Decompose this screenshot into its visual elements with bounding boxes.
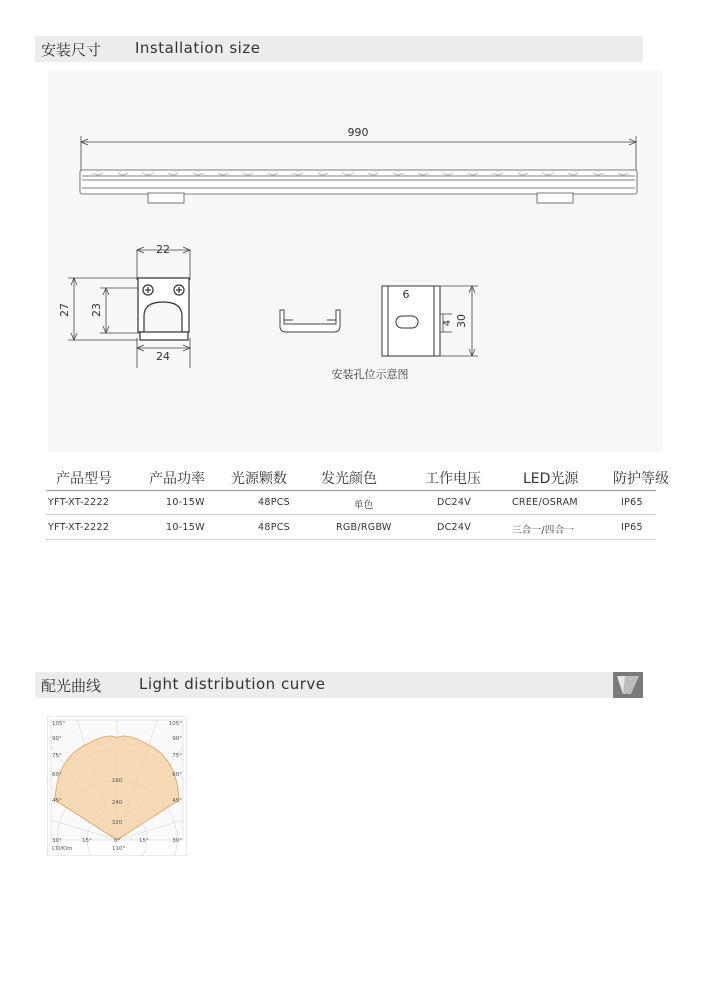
- section-title-cn: 安装尺寸: [41, 41, 102, 59]
- beam-angle-label: 110°: [112, 846, 126, 852]
- angle-label-right: 30°: [172, 838, 182, 844]
- angle-label-left: 30°: [52, 838, 62, 844]
- spec-table: [46, 466, 669, 540]
- cell-ip-rating: IP65: [621, 497, 643, 508]
- angle-label-right: 45°: [172, 798, 182, 804]
- base-dimension: 24: [156, 350, 170, 363]
- section-title-cn: 配光曲线: [41, 677, 102, 695]
- installation-drawing: [48, 70, 662, 452]
- section-title-en: Light distribution curve: [139, 675, 326, 693]
- angle-label-left: 60°: [52, 772, 62, 778]
- header-voltage: 工作电压: [425, 471, 481, 487]
- bracket-height-dimension: 30: [455, 314, 468, 328]
- header-led-source: LED光源: [523, 471, 579, 487]
- radial-value-label: 240: [111, 800, 123, 806]
- cell-power: 10-15W: [166, 497, 205, 508]
- header-color: 发光颜色: [321, 471, 377, 487]
- profile-section: [138, 278, 189, 340]
- angle-label-right: 105°: [168, 721, 182, 727]
- cell-led-count: 48PCS: [258, 522, 290, 533]
- header-model: 产品型号: [56, 471, 112, 487]
- installation-size-header: [35, 36, 643, 62]
- cell-color: RGB/RGBW: [336, 522, 392, 533]
- slot-height-dimension: 4: [442, 319, 453, 327]
- bottom-angle-label: 15°: [82, 838, 92, 844]
- spec-table-header: [46, 466, 669, 490]
- cell-voltage: DC24V: [437, 522, 472, 533]
- angle-label-left: 45°: [52, 798, 62, 804]
- angle-label-left: 90°: [52, 736, 62, 742]
- inner-height-dimension: 23: [90, 303, 103, 317]
- installation-drawing-panel: [48, 70, 662, 452]
- slot-width-dimension: 6: [402, 288, 410, 301]
- table-row: [46, 490, 656, 515]
- header-led-count: 光源颗数: [231, 471, 287, 487]
- cell-model: YFT-XT-2222: [48, 522, 110, 533]
- cell-led-count: 48PCS: [258, 497, 290, 508]
- cell-voltage: DC24V: [437, 497, 472, 508]
- cell-color: 单色: [354, 500, 374, 511]
- angle-label-right: 75°: [172, 753, 182, 759]
- cell-model: YFT-XT-2222: [48, 497, 110, 508]
- cell-led-source: 三合一/四合一: [512, 525, 575, 536]
- angle-label-right: 90°: [172, 736, 182, 742]
- cell-ip-rating: IP65: [621, 522, 643, 533]
- header-ip-rating: 防护等级: [613, 471, 669, 487]
- light-distribution-polar-chart: [47, 716, 187, 856]
- corner-logo-icon: [613, 672, 643, 698]
- light-distribution-header: [35, 672, 643, 698]
- length-dimension: 990: [347, 126, 369, 139]
- bottom-angle-label: 15°: [139, 838, 149, 844]
- table-row: [46, 515, 656, 540]
- radial-value-label: 320: [111, 820, 123, 826]
- bracket-side-view: [382, 286, 440, 356]
- cell-led-source: CREE/OSRAM: [512, 497, 578, 508]
- angle-label-right: 60°: [172, 772, 182, 778]
- hole-position-caption: 安装孔位示意图: [331, 368, 409, 381]
- header-power: 产品功率: [149, 471, 205, 487]
- angle-label-left: 75°: [52, 753, 62, 759]
- width-dimension: 22: [156, 243, 170, 256]
- unit-label: CD/Klm: [52, 846, 73, 852]
- radial-value-label: 160: [111, 778, 123, 784]
- cell-power: 10-15W: [166, 522, 205, 533]
- outer-height-dimension: 27: [58, 303, 71, 317]
- angle-label-left: 105°: [52, 721, 66, 727]
- mounting-clip: [280, 310, 340, 332]
- bottom-angle-label: 0°: [114, 838, 121, 844]
- section-title-en: Installation size: [135, 39, 261, 57]
